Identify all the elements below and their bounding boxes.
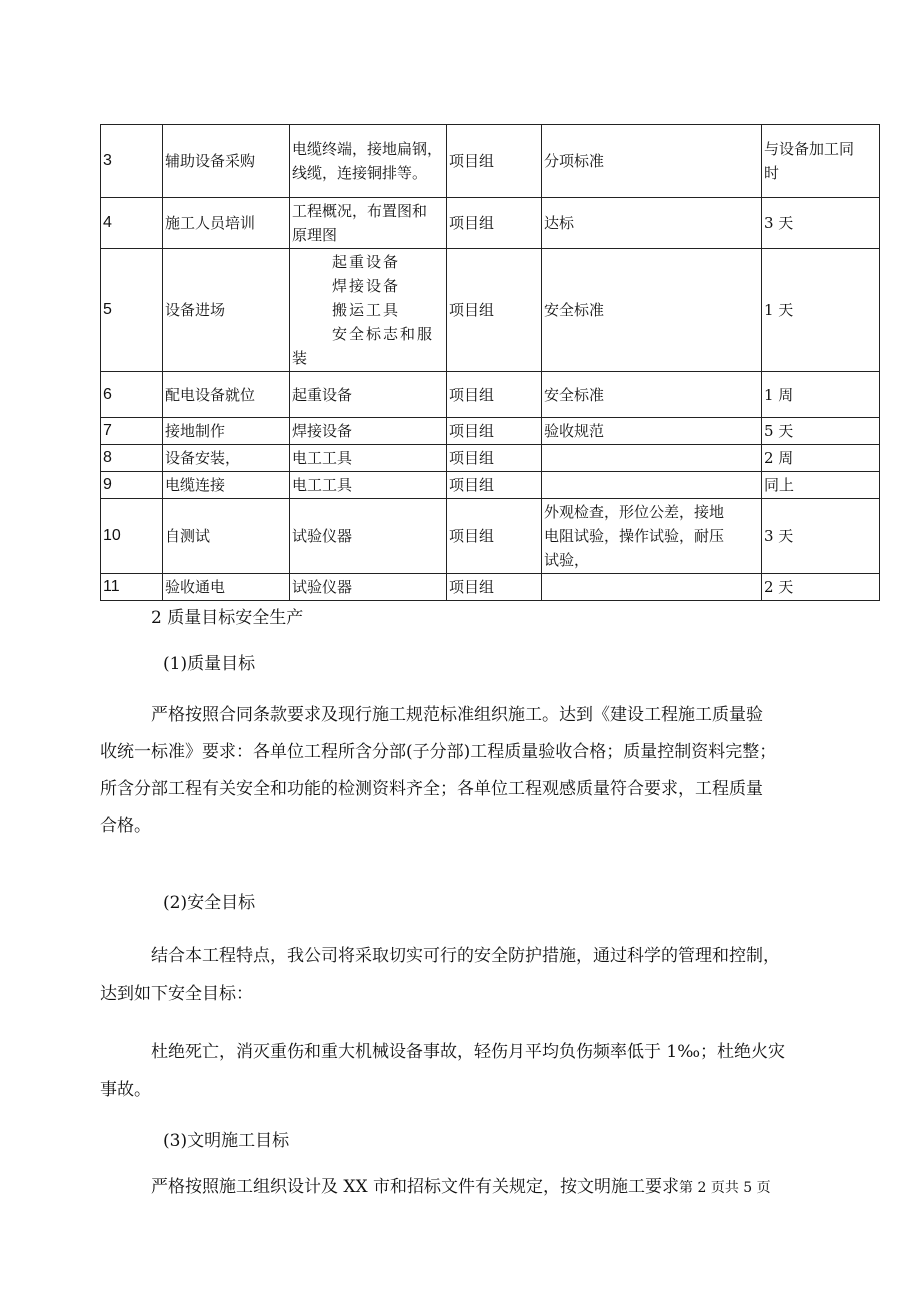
row-number: 8: [101, 445, 163, 472]
owner-cell: 项目组: [447, 372, 542, 418]
owner-cell: 项目组: [447, 472, 542, 499]
row-number: 6: [101, 372, 163, 418]
standard-cell: 验收规范: [542, 418, 762, 445]
civil-paragraph: 严格按照施工组织设计及 XX 市和招标文件有关规定，按文明施工要求第 2 页共 5 页: [151, 1177, 771, 1197]
owner-cell: 项目组: [447, 499, 542, 574]
quality-heading: (1)质量目标: [163, 654, 256, 674]
resource-cell: 起重设备 焊接设备 搬运工具 安全标志和服 装: [290, 249, 447, 372]
task-name: 辅助设备采购: [163, 125, 290, 198]
table-row: [101, 198, 880, 249]
resource-cell: 起重设备: [290, 372, 447, 418]
row-number: 11: [101, 574, 163, 601]
task-name: 电缆连接: [163, 472, 290, 499]
safety-paragraph-2: 杜绝死亡，消灭重伤和重大机械设备事故，轻伤月平均负伤频率低于 1‰；杜绝火灾 事故。: [100, 1042, 786, 1100]
duration-cell: 与设备加工同 时: [762, 125, 880, 198]
resource-cell: 焊接设备: [290, 418, 447, 445]
owner-cell: 项目组: [447, 198, 542, 249]
standard-cell: 达标: [542, 198, 762, 249]
table-row: [101, 125, 880, 198]
page-footer: 第 2 页共 5 页: [679, 1180, 771, 1196]
duration-cell: 5 天: [762, 418, 880, 445]
task-name: 验收通电: [163, 574, 290, 601]
safety-heading: (2)安全目标: [163, 893, 256, 913]
duration-cell: 同上: [762, 472, 880, 499]
resource-cell: 电工工具: [290, 472, 447, 499]
resource-cell: 试验仪器: [290, 499, 447, 574]
task-name: 施工人员培训: [163, 198, 290, 249]
owner-cell: 项目组: [447, 125, 542, 198]
duration-cell: 3 天: [762, 198, 880, 249]
row-number: 9: [101, 472, 163, 499]
table-row: [101, 418, 880, 445]
standard-cell: [542, 472, 762, 499]
standard-cell: 安全标准: [542, 372, 762, 418]
row-number: 5: [101, 249, 163, 372]
section-title: 2 质量目标安全生产: [151, 608, 304, 628]
table-row: [101, 472, 880, 499]
safety-paragraph-1: 结合本工程特点，我公司将采取切实可行的安全防护措施，通过科学的管理和控制， 达到如下安全目标：: [100, 946, 780, 1004]
task-name: 设备进场: [163, 249, 290, 372]
resource-cell: 试验仪器: [290, 574, 447, 601]
owner-cell: 项目组: [447, 574, 542, 601]
task-name: 配电设备就位: [163, 372, 290, 418]
table-row: [101, 499, 880, 574]
duration-cell: 2 周: [762, 445, 880, 472]
civil-heading: (3)文明施工目标: [163, 1131, 290, 1151]
duration-cell: 3 天: [762, 499, 880, 574]
table-row: [101, 574, 880, 601]
row-number: 4: [101, 198, 163, 249]
standard-cell: 安全标准: [542, 249, 762, 372]
row-number: 10: [101, 499, 163, 574]
duration-cell: 1 天: [762, 249, 880, 372]
task-name: 自测试: [163, 499, 290, 574]
resource-cell: 电缆终端，接地扁钢， 线缆，连接铜排等。: [290, 125, 447, 198]
owner-cell: 项目组: [447, 418, 542, 445]
duration-cell: 2 天: [762, 574, 880, 601]
table-row: [101, 445, 880, 472]
owner-cell: 项目组: [447, 249, 542, 372]
resource-cell: 电工工具: [290, 445, 447, 472]
duration-cell: 1 周: [762, 372, 880, 418]
quality-paragraph: 严格按照合同条款要求及现行施工规范标准组织施工。达到《建设工程施工质量验 收统一标准》要求：各单位工程所含分部(子分部)工程质量验收合格；质量控制资料完整； 所含分部工程有关安全和功能的检测资料齐全；各单位工程观感质量符合要求，工程质量 合格。: [100, 705, 777, 836]
table-row: [101, 249, 880, 372]
standard-cell: 分项标准: [542, 125, 762, 198]
construction-plan-table: [100, 124, 880, 601]
task-name: 接地制作: [163, 418, 290, 445]
table-row: [101, 372, 880, 418]
standard-cell: [542, 445, 762, 472]
resource-cell: 工程概况，布置图和 原理图: [290, 198, 447, 249]
row-number: 7: [101, 418, 163, 445]
standard-cell: [542, 574, 762, 601]
row-number: 3: [101, 125, 163, 198]
standard-cell: 外观检查，形位公差，接地 电阻试验，操作试验，耐压 试验，: [542, 499, 762, 574]
task-name: 设备安装，: [163, 445, 290, 472]
owner-cell: 项目组: [447, 445, 542, 472]
